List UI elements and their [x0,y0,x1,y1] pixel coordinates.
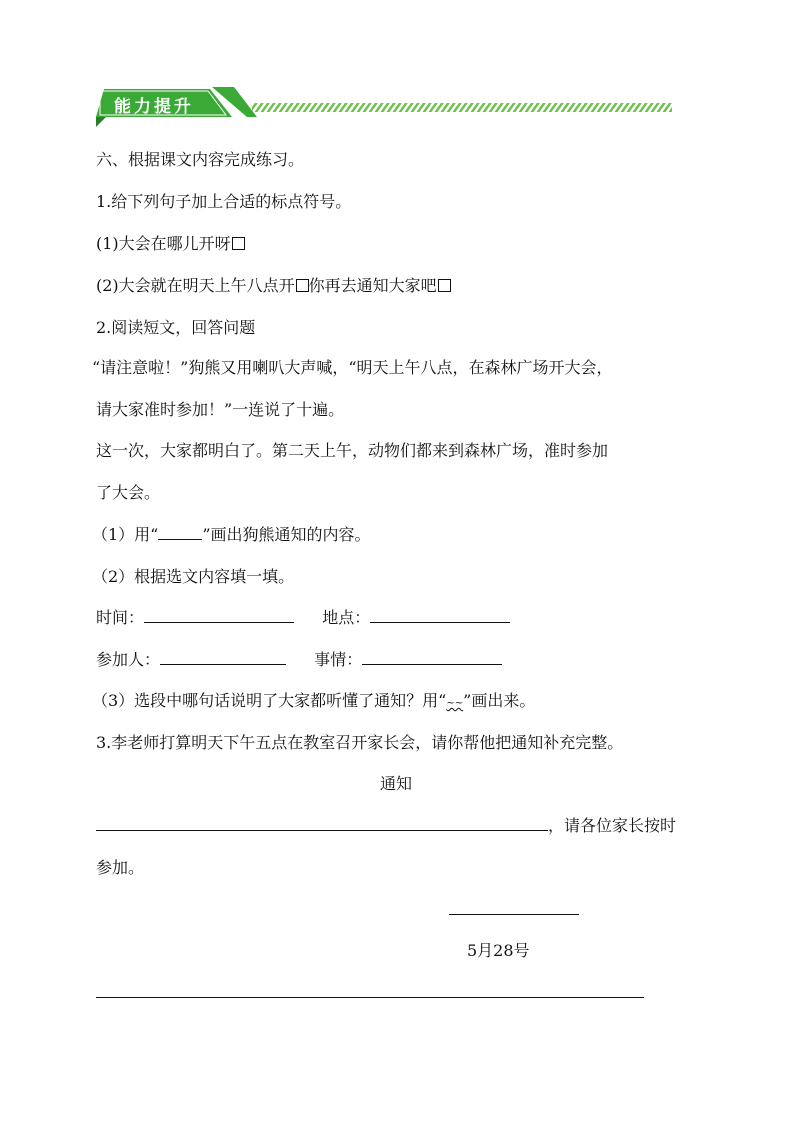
wavy-underline-mark: ~~ [446,698,464,709]
punctuation-box[interactable] [438,279,451,292]
section-banner [92,87,692,129]
people-answer-blank[interactable] [160,650,286,665]
q3-title: 3.李老师打算明天下午五点在教室召开家长会，请你帮他把通知补充完整。 [96,733,624,752]
signature-blank[interactable] [449,900,579,915]
notice-date: 5月28号 [467,941,530,960]
q1-sentence-2-part2: 你再去通知大家吧 [308,276,437,295]
bottom-answer-line [96,983,644,1003]
punctuation-box[interactable] [232,237,245,250]
event-label: 事情： [314,650,363,669]
punctuation-box[interactable] [296,279,309,292]
notice-body-line-1 [96,816,676,836]
q2-sub-2: （2）根据选文内容填一填。 [92,567,295,586]
q2-sub-3-part2: ”画出来。 [463,691,536,710]
q2-title: 2.阅读短文，回答问题 [96,318,256,337]
q1-sentence-1-text: (1)大会在哪儿开呀 [96,234,231,253]
q2-sub-3-part1: （3）选段中哪句话说明了大家都听懂了通知？用“ [92,691,447,710]
bottom-answer-blank[interactable] [96,983,644,998]
q2-sub-1-part1: （1）用“ [92,525,159,544]
fill-row-1 [96,608,510,628]
section-title: 六、根据课文内容完成练习。 [96,150,305,169]
notice-title: 通知 [380,774,413,793]
banner-title: 能力提升 [114,97,194,117]
passage-line-1: “请注意啦！”狗熊又用喇叭大声喊，“明天上午八点，在森林广场开大会， [92,358,613,377]
underline-mark [158,525,202,540]
notice-body-tail: ，请各位家长按时 [548,816,677,835]
q1-title: 1.给下列句子加上合适的标点符号。 [96,192,352,211]
q1-sentence-2-part1: (2)大会就在明天上午八点开 [96,276,295,295]
place-answer-blank[interactable] [370,608,510,623]
signature-line [449,900,579,920]
passage-line-2: 请大家准时参加！”一连说了十遍。 [96,400,345,419]
passage-line-3: 这一次，大家都明白了。第二天上午，动物们都来到森林广场，准时参加 [96,441,609,460]
q1-sentence-2 [96,276,451,296]
fill-row-2 [96,650,502,670]
time-answer-blank[interactable] [144,608,294,623]
event-answer-blank[interactable] [362,650,502,665]
q1-sentence-1 [96,234,245,254]
notice-body-blank[interactable] [96,816,548,831]
notice-body-line-2: 参加。 [96,858,145,877]
place-label: 地点： [322,608,371,627]
passage-line-4: 了大会。 [96,483,161,502]
people-label: 参加人： [96,650,161,669]
q2-sub-1 [92,525,371,545]
time-label: 时间： [96,608,145,627]
q2-sub-3 [92,691,535,714]
q2-sub-1-part2: ”画出狗熊通知的内容。 [202,525,371,544]
